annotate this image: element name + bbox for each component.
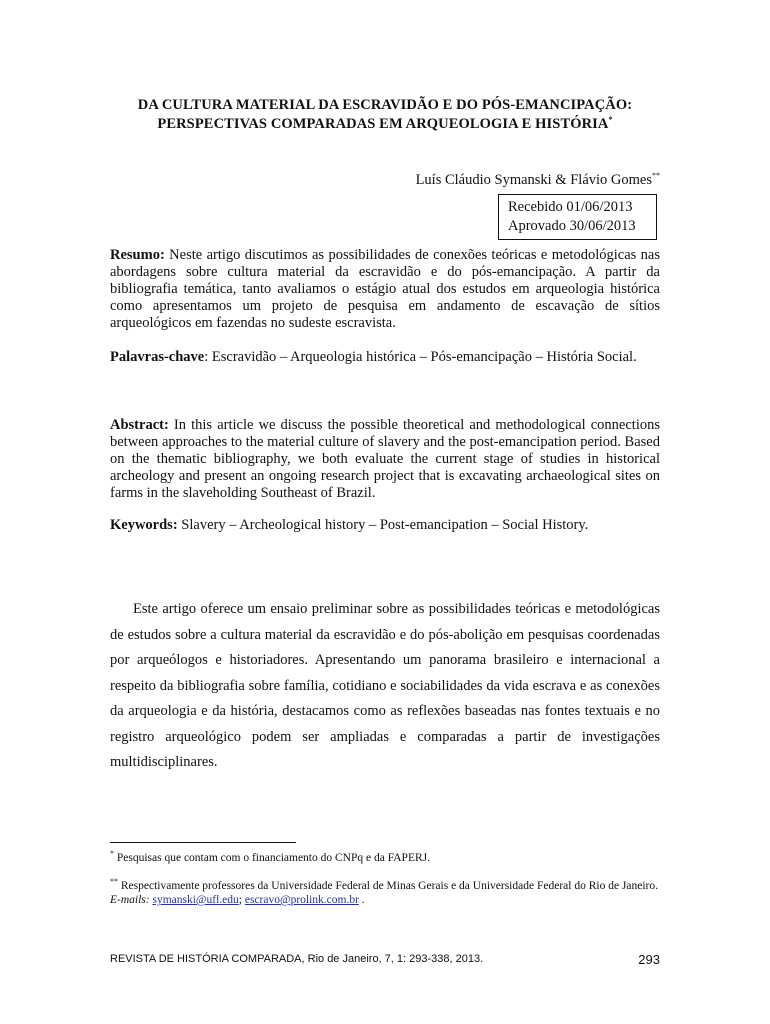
resumo-section [110, 247, 660, 332]
footnote-1-marker: * [110, 849, 114, 859]
journal-footer: REVISTA DE HISTÓRIA COMPARADA, Rio de Janeiro, 7, 1: 293-338, 2013. [110, 953, 484, 965]
resumo-label: Resumo: [110, 247, 165, 263]
email-link-escravo[interactable]: escravo@prolink.com.br [244, 894, 359, 906]
body-paragraph: Este artigo oferece um ensaio preliminar sobre as possibilidades teóricas e metodológicas de estudos sobre a cultura material da escravidão e do pós-abolição em pesquisas coordenadas por arqueólogos e historiadores. Apresentando um panorama brasileiro e internacional a respeito da bibliografia sobre família, cotidiano e sociabilidades da vida escrava e as conexões da arqueologia e da história, destacamos como as reflexões baseadas nas fontes textuais e no registro arqueológico podem ser ampliadas e comparadas a partir de investigações multidisciplinares. [110, 601, 660, 770]
title-line-2-text: PERSPECTIVAS COMPARADAS EM ARQUEOLOGIA E HISTÓRIA [157, 116, 609, 132]
resumo-text: Neste artigo discutimos as possibilidades de conexões teóricas e metodológicas nas abordagens sobre cultura material da escravidão e do pós-emancipação. A partir da bibliografia temática, tanto avaliamos o estágio atual dos estudos em arqueologia histórica como apresentamos um projeto de pesquisa em andamento de escavação de sítios arqueológicos em fazendas no sudeste escravista. [110, 247, 660, 331]
keywords-section [110, 517, 660, 534]
abstract-section [110, 417, 660, 502]
email-separator: ; [238, 894, 242, 906]
abstract-text: In this article we discuss the possible theoretical and methodological connections between approaches to the material culture of slavery and the post-emancipation period. Based on the thematic bibliography, we both evaluate the current stage of studies in historical archeology and present an ongoing research project that is excavating archaeological sites on farms in the slaveholding Southeast of Brazil. [110, 417, 660, 501]
footnote-1-text: Pesquisas que contam com o financiamento do CNPq e da FAPERJ. [114, 852, 430, 864]
palavras-chave-label: Palavras-chave [110, 349, 205, 365]
keywords-label: Keywords: [110, 517, 178, 533]
palavras-chave-section [110, 349, 660, 366]
title-line-1: DA CULTURA MATERIAL DA ESCRAVIDÃO E DO PÓS-EMANCIPAÇÃO: [137, 97, 633, 113]
title-footnote-marker[interactable]: * [608, 115, 613, 125]
palavras-chave-text: : Escravidão – Arqueologia histórica – Pós-emancipação – História Social. [204, 349, 637, 365]
footnote-2-emails-label: E-mails: [110, 894, 150, 906]
title-line-2 [110, 115, 660, 134]
article-title [110, 96, 660, 134]
footnote-1 [110, 851, 660, 865]
footnote-2-end: . [358, 894, 365, 906]
authors [416, 172, 660, 189]
page-number: 293 [638, 952, 660, 967]
author-names: Luís Cláudio Symanski & Flávio Gomes [415, 172, 652, 188]
dates-box [498, 194, 657, 240]
email-link-symanski[interactable]: symanski@ufl.edu [152, 894, 239, 906]
footnote-divider [110, 842, 296, 843]
keywords-text: Slavery – Archeological history – Post-emancipation – Social History. [177, 517, 589, 533]
footnote-2-text: Respectivamente professores da Universidade Federal de Minas Gerais e da Universidade Federal do Rio de Janeiro. [118, 880, 659, 892]
footnote-2-marker: ** [110, 877, 118, 887]
abstract-label: Abstract: [110, 417, 169, 433]
approved-date: Aprovado 30/06/2013 [508, 218, 636, 234]
author-footnote-marker[interactable]: ** [652, 171, 660, 181]
footnote-2 [110, 879, 660, 907]
received-date: Recebido 01/06/2013 [508, 199, 633, 215]
